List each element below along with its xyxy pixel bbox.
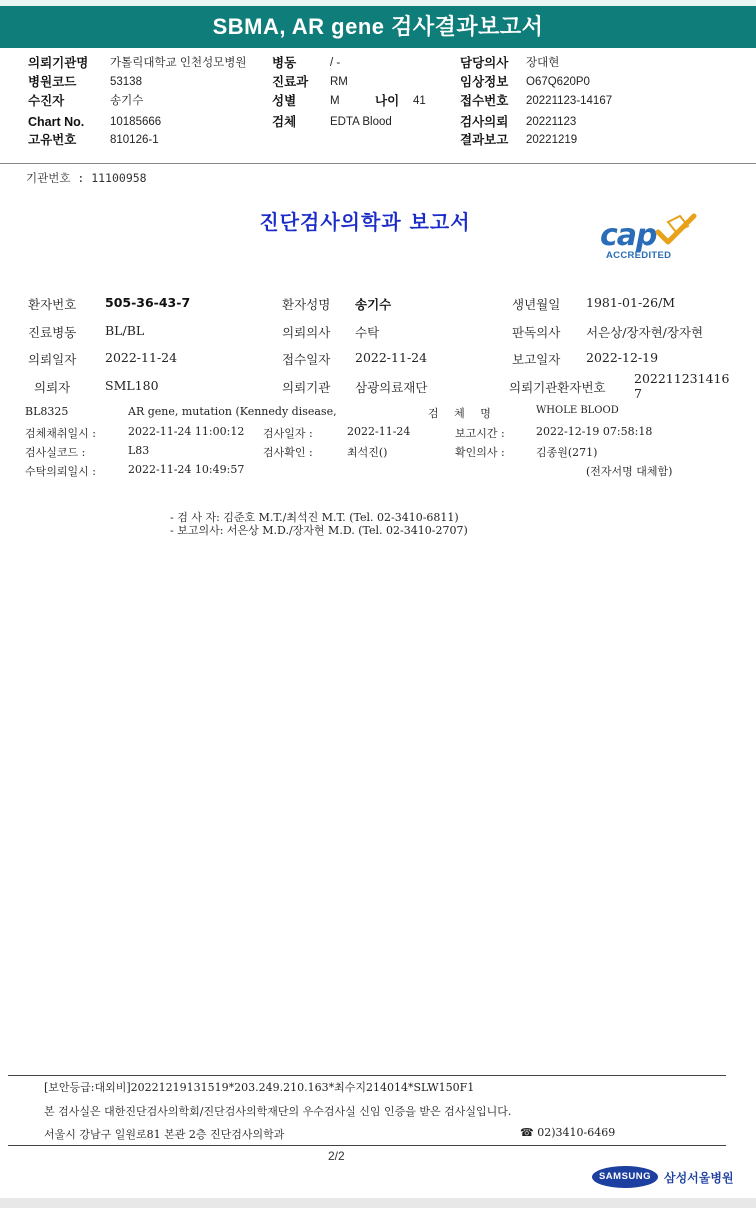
header-label: 검사의뢰 [460,115,509,129]
tester-signature: - 검 사 자: 김준호 M.T./최석진 M.T. (Tel. 02-3410-6811) [170,511,459,524]
outsource-label: 수탁의뢰일시 : [25,465,96,478]
header-value: O67Q620P0 [526,76,590,88]
footer-divider [8,1145,726,1146]
security-line: [보안등급:대외비]20221219131519*203.249.210.163*최수지214014*SLW150F1 [44,1081,475,1094]
header-value: 송기수 [110,95,144,107]
page-number: 2/2 [328,1149,345,1163]
header-label: 담당의사 [460,56,509,70]
patient-name: 송기수 [355,297,392,312]
patient-label: 진료병동 [28,325,77,340]
header-value: RM [330,76,348,88]
address-text: 서울시 강남구 일원로81 본관 2층 진단검사의학과 [44,1128,285,1141]
patient-label: 의뢰자 [34,380,71,395]
header-label: 결과보고 [460,133,509,147]
institution-number: 기관번호 : 11100958 [26,171,147,185]
room-label: 검사실코드 : [25,446,86,459]
report-time-value: 2022-12-19 07:58:18 [536,425,653,438]
doctor-label: 확인의사 : [455,446,505,459]
patient-label: 의뢰일자 [28,352,77,367]
report-title-bar [0,0,756,48]
header-label: Chart No. [28,115,85,129]
header-info [0,52,756,164]
patient-label: 보고일자 [512,352,561,367]
header-value: 장대현 [526,57,560,69]
patient-label: 접수일자 [282,352,331,367]
cap-accredited-logo [596,208,708,266]
header-value: 20221123 [526,116,577,128]
patient-value: 수탁 [355,325,380,340]
reporter-signature: - 보고의사: 서은상 M.D./장자현 M.D. (Tel. 02-3410-2707) [170,524,468,537]
footer-divider [8,1075,726,1076]
header-row [0,73,756,92]
age-label: 나이 [375,94,400,108]
header-value: 20221123-14167 [526,95,613,107]
patient-value: 삼광의료재단 [355,380,428,395]
header-label: 접수번호 [460,94,509,108]
header-row [0,92,756,111]
patient-label: 환자성명 [282,297,331,312]
age-value: 41 [413,95,426,107]
outsource-value: 2022-11-24 10:49:57 [128,463,245,476]
header-label: 수진자 [28,94,65,108]
header-label: 병동 [272,56,297,70]
test-code: BL8325 [25,405,69,418]
header-label: 의뢰기관명 [28,56,89,70]
header-row [0,54,756,73]
header-value: EDTA Blood [330,116,392,128]
patient-value: BL/BL [105,323,145,338]
confirm-label: 검사확인 : [263,446,313,459]
header-row [0,113,756,132]
collect-value: 2022-11-24 11:00:12 [128,425,245,438]
header-value: M [330,95,340,107]
specimen-label: 검 체 명 [428,407,497,420]
patient-label: 의뢰기관환자번호 [509,380,606,395]
confirm-value: 최석진() [347,446,388,459]
patient-value: 2022-11-24 [355,350,428,365]
room-value: L83 [128,444,150,457]
header-value: 10185666 [110,116,162,128]
patient-label: 의뢰기관 [282,380,331,395]
patient-value: 2022-12-19 [586,350,659,365]
collect-label: 검체채취일시 : [25,427,96,440]
hospital-name: 삼성서울병원 [664,1171,734,1185]
patient-label: 판독의사 [512,325,561,340]
header-label: 고유번호 [28,133,77,147]
report-time-label: 보고시간 : [455,427,505,440]
header-label: 임상정보 [460,75,509,89]
test-date-value: 2022-11-24 [347,425,411,438]
header-label: 병원코드 [28,75,77,89]
cap-logo-text: cap [600,218,657,253]
patient-label: 생년월일 [512,297,561,312]
specimen-value: WHOLE BLOOD [536,405,619,416]
patient-label: 환자번호 [28,297,77,312]
phone-text: ☎ 02)3410-6469 [520,1126,616,1139]
patient-value: 서은상/장자현/장자현 [586,325,704,340]
referring-patient-number: 202211231416 [634,371,730,386]
header-value: 53138 [110,76,142,88]
header-label: 성별 [272,94,297,108]
certification-text: 본 검사실은 대한진단검사의학회/진단검사의학재단의 우수검사실 신임 인증을 받은 검사실입니다. [44,1105,512,1118]
samsung-logo: SAMSUNG [592,1166,658,1188]
test-date-label: 검사일자 : [263,427,313,440]
document-title: 진단검사의학과 보고서 [259,210,471,234]
test-name: AR gene, mutation (Kennedy disease, [128,405,337,418]
report-title: SBMA, AR gene 검사결과보고서 [212,14,544,39]
patient-value: 2022-11-24 [105,350,178,365]
patient-label: 의뢰의사 [282,325,331,340]
header-row [0,131,756,150]
header-label: 검체 [272,115,297,129]
header-value: / - [330,57,341,69]
cap-accredited-text: ACCREDITED [606,250,672,261]
header-value: 가톨릭대학교 인천성모병원 [110,57,247,69]
header-label: 진료과 [272,75,309,89]
header-value: 20221219 [526,134,578,146]
bottom-strip [0,1198,756,1208]
referring-patient-number-tail: 7 [634,386,642,401]
patient-number: 505-36-43-7 [105,295,191,310]
header-value: 810126-1 [110,134,159,146]
patient-value: SML180 [105,378,159,393]
doctor-value: 김종원(271) [536,446,598,459]
checkmark-icon [654,212,698,248]
patient-value: 1981-01-26/M [586,295,676,310]
esign-note: (전자서명 대체함) [586,465,673,478]
